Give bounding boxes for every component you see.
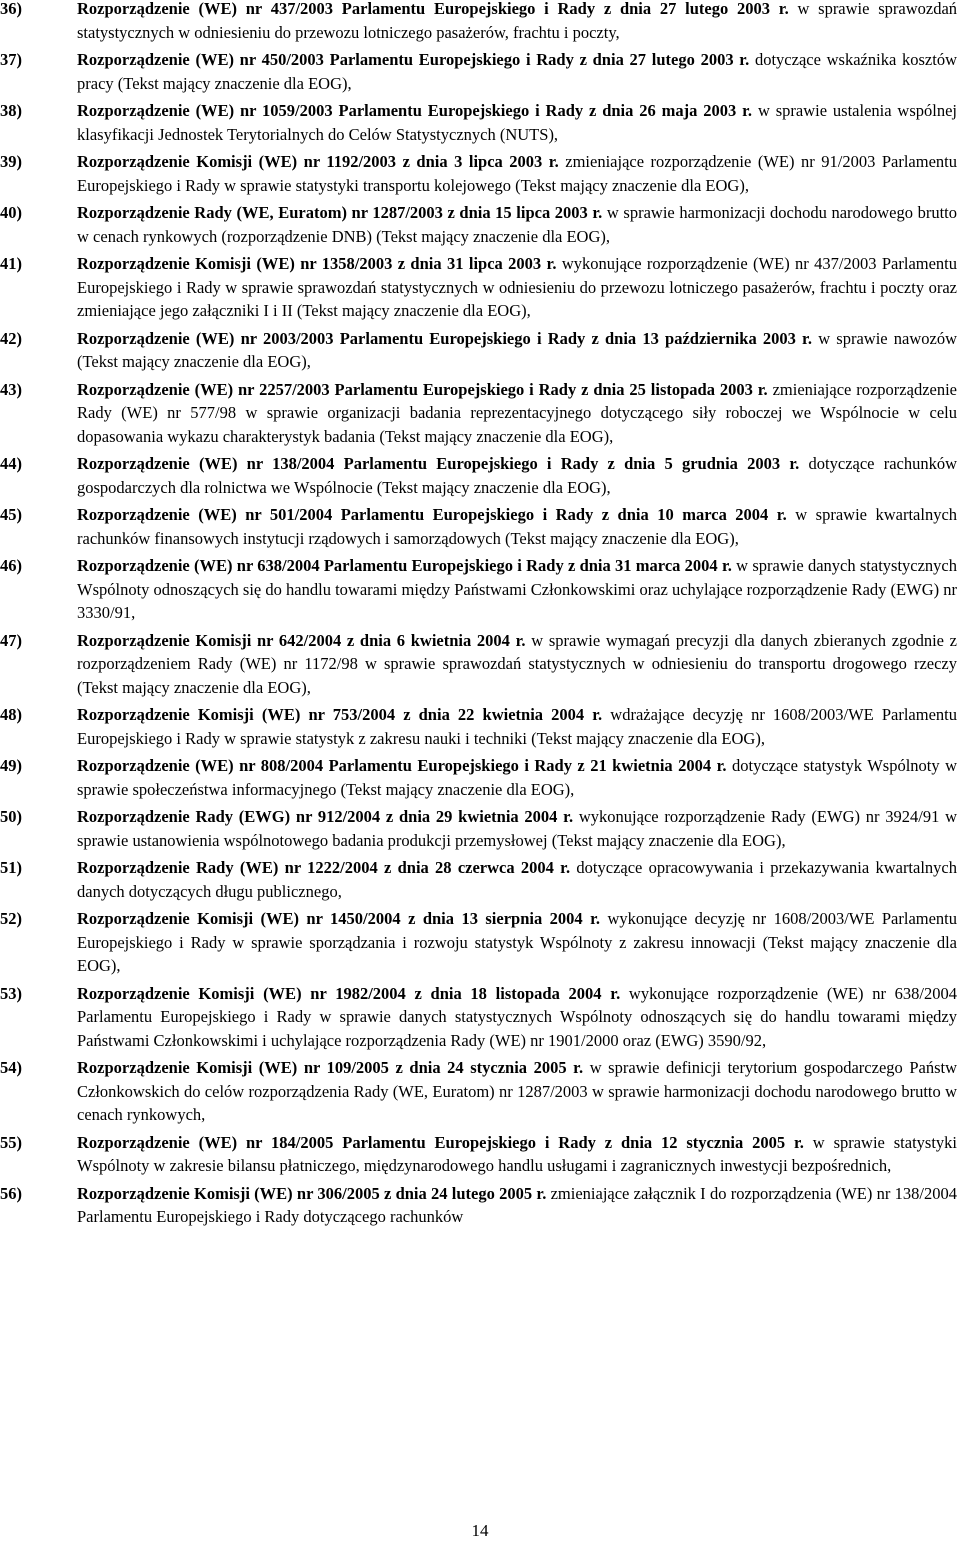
- regulation-description: w sprawie kwartalnych rachunków finansowych instytucji rządowych i samorządowych (Tekst mający znaczenie dla EOG),: [77, 505, 958, 548]
- list-item: [0, 907, 960, 978]
- regulation-title: Rozporządzenie Rady (EWG) nr 912/2004 z dnia 29 kwietnia 2004 r.: [77, 807, 574, 826]
- list-item: [0, 629, 960, 700]
- list-item-text: [77, 99, 957, 146]
- list-item-text: [77, 1056, 957, 1127]
- list-item: [0, 1131, 960, 1178]
- regulation-title: Rozporządzenie Rady (WE, Euratom) nr 1287/2003 z dnia 15 lipca 2003 r.: [77, 203, 603, 222]
- regulation-title: Rozporządzenie (WE) nr 1059/2003 Parlamentu Europejskiego i Rady z dnia 26 maja 2003 r.: [77, 101, 753, 120]
- list-item-text: [77, 1131, 957, 1178]
- list-item-text: [77, 503, 957, 550]
- regulation-title: Rozporządzenie Komisji (WE) nr 753/2004 z dnia 22 kwietnia 2004 r.: [77, 705, 603, 724]
- regulation-title: Rozporządzenie (WE) nr 138/2004 Parlamentu Europejskiego i Rady z dnia 5 grudnia 2003 r.: [77, 454, 800, 473]
- regulation-description: w sprawie wymagań precyzji dla danych zbieranych zgodnie z rozporządzeniem Rady (WE) nr 1172/98 w sprawie sprawozdań statystycznych w odniesieniu do transportu drogowego rzeczy (Tekst mający znaczenie dla EOG),: [77, 630, 957, 697]
- regulation-title: Rozporządzenie (WE) nr 808/2004 Parlamentu Europejskiego i Rady z 21 kwietnia 2004 r.: [77, 756, 727, 775]
- list-item-text: [77, 252, 957, 323]
- list-item-number: 56): [0, 1183, 22, 1203]
- list-item-number: 39): [0, 152, 22, 171]
- regulation-description: w sprawie harmonizacji dochodu narodowego brutto w cenach rynkowych (rozporządzenie DNB) (Tekst mający znaczenie dla EOG),: [77, 203, 958, 246]
- list-item: [0, 754, 960, 801]
- regulation-title: Rozporządzenie Komisji (WE) nr 1358/2003 z dnia 31 lipca 2003 r.: [77, 254, 557, 273]
- list-item: [0, 1182, 960, 1229]
- regulation-title: Rozporządzenie Komisji (WE) nr 1982/2004 z dnia 18 listopada 2004 r.: [77, 983, 621, 1003]
- regulation-description: wdrażające decyzję nr 1608/2003/WE Parlamentu Europejskiego i Rady w sprawie statystyk z zakresu nauki i techniki (Tekst mający znaczenie dla EOG),: [77, 705, 957, 748]
- regulation-title: Rozporządzenie (WE) nr 638/2004 Parlamentu Europejskiego i Rady z dnia 31 marca 2004 r.: [77, 556, 732, 575]
- regulation-title: Rozporządzenie Komisji nr 642/2004 z dnia 6 kwietnia 2004 r.: [77, 630, 526, 650]
- list-item-number: 55): [0, 1132, 22, 1152]
- regulation-description: zmieniające załącznik I do rozporządzenia (WE) nr 138/2004 Parlamentu Europejskiego i Rady dotyczącego rachunków: [77, 1183, 957, 1226]
- list-item-text: [77, 703, 957, 750]
- regulation-description: w sprawie nawozów (Tekst mający znaczenie dla EOG),: [77, 328, 958, 371]
- list-item: [0, 982, 960, 1053]
- list-item-text: [77, 327, 957, 374]
- list-item: [0, 201, 960, 248]
- list-item-number: 41): [0, 254, 22, 273]
- regulation-description: dotyczące statystyk Wspólnoty w sprawie społeczeństwa informacyjnego (Tekst mający znaczenie dla EOG),: [77, 756, 958, 799]
- list-item: [0, 703, 960, 750]
- list-item-number: 51): [0, 858, 22, 877]
- list-item-text: [77, 378, 957, 449]
- regulation-title: Rozporządzenie (WE) nr 450/2003 Parlamentu Europejskiego i Rady z dnia 27 lutego 2003 r.: [77, 50, 750, 69]
- regulation-description: w sprawie definicji terytorium gospodarczego Państw Członkowskich do celów rozporządzenia Rady (WE, Euratom) nr 1287/2003 w sprawie harmonizacji dochodu narodowego brutto w cenach rynkowych,: [77, 1058, 958, 1124]
- regulation-title: Rozporządzenie Rady (WE) nr 1222/2004 z dnia 28 czerwca 2004 r.: [77, 858, 571, 877]
- regulation-title: Rozporządzenie (WE) nr 501/2004 Parlamentu Europejskiego i Rady z dnia 10 marca 2004 r.: [77, 505, 787, 524]
- list-item-text: [77, 452, 957, 499]
- list-item: [0, 554, 960, 625]
- list-item-number: 46): [0, 556, 22, 575]
- regulation-description: zmieniające rozporządzenie (WE) nr 91/2003 Parlamentu Europejskiego i Rady w sprawie statystyki transportu kolejowego (Tekst mający znaczenie dla EOG),: [77, 152, 957, 195]
- list-item-number: 38): [0, 101, 22, 120]
- regulation-title: Rozporządzenie (WE) nr 2257/2003 Parlamentu Europejskiego i Rady z dnia 25 listopada 2003 r.: [77, 379, 768, 399]
- regulation-title: Rozporządzenie Komisji (WE) nr 1192/2003 z dnia 3 lipca 2003 r.: [77, 152, 559, 171]
- list-item-number: 37): [0, 50, 22, 69]
- list-item-number: 49): [0, 756, 22, 775]
- page-number: 14: [471, 1521, 489, 1540]
- list-item-text: [77, 629, 957, 700]
- list-item-number: 42): [0, 328, 22, 348]
- list-item-text: [77, 554, 957, 625]
- list-item: [0, 150, 960, 197]
- regulation-description: w sprawie ustalenia wspólnej klasyfikacji Jednostek Terytorialnych do Celów Statystycznych (NUTS),: [77, 101, 958, 144]
- list-item: [0, 48, 960, 95]
- regulation-description: w sprawie danych statystycznych Wspólnoty odnoszących się do handlu towarami między Państwami Członkowskimi oraz uchylające rozporządzenie Rady (EWG) nr 3330/91,: [77, 556, 958, 622]
- list-item: [0, 252, 960, 323]
- regulation-description: w sprawie sprawozdań statystycznych w odniesieniu do przewozu lotniczego pasażerów, frachtu i poczty,: [77, 0, 958, 42]
- regulation-description: w sprawie statystyki Wspólnoty w zakresie bilansu płatniczego, międzynarodowego handlu usługami i zagranicznych inwestycji bezpośrednich,: [77, 1132, 958, 1175]
- regulation-title: Rozporządzenie (WE) nr 184/2005 Parlamentu Europejskiego i Rady z dnia 12 stycznia 2005 r.: [77, 1132, 804, 1152]
- list-item: [0, 503, 960, 550]
- regulation-title: Rozporządzenie Komisji (WE) nr 306/2005 z dnia 24 lutego 2005 r.: [77, 1183, 547, 1203]
- regulation-description: wykonujące rozporządzenie (WE) nr 638/2004 Parlamentu Europejskiego i Rady w sprawie danych statystycznych Wspólnoty odnoszących się do handlu towarami między Państwami Członkowskimi i uchylające rozporządzenia Rady (WE) nr 1901/2000 oraz (EWG) 3590/92,: [77, 983, 957, 1050]
- list-item-text: [77, 201, 957, 248]
- list-item: [0, 327, 960, 374]
- regulation-title: Rozporządzenie (WE) nr 437/2003 Parlamentu Europejskiego i Rady z dnia 27 lutego 2003 r.: [77, 0, 789, 18]
- list-item-text: [77, 982, 957, 1053]
- list-item-number: 53): [0, 983, 22, 1003]
- list-item: [0, 99, 960, 146]
- list-item: [0, 0, 960, 44]
- list-item-text: [77, 150, 957, 197]
- list-item-number: 54): [0, 1058, 22, 1077]
- list-item-number: 45): [0, 505, 22, 524]
- list-item-number: 47): [0, 630, 22, 650]
- list-item-text: [77, 907, 957, 978]
- regulation-title: Rozporządzenie Komisji (WE) nr 109/2005 z dnia 24 stycznia 2005 r.: [77, 1058, 584, 1077]
- list-item-text: [77, 856, 957, 903]
- regulation-description: dotyczące wskaźnika kosztów pracy (Tekst mający znaczenie dla EOG),: [77, 50, 958, 93]
- list-item-number: 52): [0, 909, 22, 928]
- list-item: [0, 378, 960, 449]
- regulation-description: wykonujące rozporządzenie Rady (EWG) nr 3924/91 w sprawie ustanowienia wspólnotowego badania produkcji przemysłowej (Tekst mający znaczenie dla EOG),: [77, 807, 957, 850]
- list-item-text: [77, 0, 957, 44]
- list-item-number: 50): [0, 807, 22, 826]
- regulation-description: wykonujące rozporządzenie (WE) nr 437/2003 Parlamentu Europejskiego i Rady w sprawie sprawozdań statystycznych w odniesieniu do przewozu lotniczego pasażerów, frachtu i poczty oraz zmieniające jego załączniki I i II (Tekst mający znaczenie dla EOG),: [77, 254, 958, 320]
- regulation-description: zmieniające rozporządzenie Rady (WE) nr 577/98 w sprawie organizacji badania reprezentacyjnego dotyczącego siły roboczej we Wspólnocie w celu dopasowania wykazu charakterystyk badania (Tekst mający znaczenie dla EOG),: [77, 379, 958, 446]
- regulation-title: Rozporządzenie (WE) nr 2003/2003 Parlamentu Europejskiego i Rady z dnia 13 października 2003 r.: [77, 328, 812, 348]
- list-item-text: [77, 754, 957, 801]
- list-item: [0, 856, 960, 903]
- list-item: [0, 452, 960, 499]
- list-item-text: [77, 48, 957, 95]
- regulation-description: dotyczące rachunków gospodarczych dla rolnictwa we Wspólnocie (Tekst mający znaczenie dla EOG),: [77, 454, 958, 497]
- list-item-number: 40): [0, 203, 22, 222]
- list-item-number: 44): [0, 454, 22, 473]
- list-item: [0, 805, 960, 852]
- list-item-number: 43): [0, 379, 22, 399]
- list-item-text: [77, 1182, 957, 1229]
- list-item: [0, 1056, 960, 1127]
- regulation-title: Rozporządzenie Komisji (WE) nr 1450/2004 z dnia 13 sierpnia 2004 r.: [77, 909, 601, 928]
- list-item-text: [77, 805, 957, 852]
- list-item-number: 48): [0, 705, 22, 724]
- regulation-description: wykonujące decyzję nr 1608/2003/WE Parlamentu Europejskiego i Rady w sprawie sporządzania i rozwoju statystyk Wspólnoty z zakresu innowacji (Tekst mający znaczenie dla EOG),: [77, 909, 958, 975]
- regulation-description: dotyczące opracowywania i przekazywania kwartalnych danych dotyczących długu publicznego,: [77, 858, 957, 901]
- list-item-number: 36): [0, 0, 22, 18]
